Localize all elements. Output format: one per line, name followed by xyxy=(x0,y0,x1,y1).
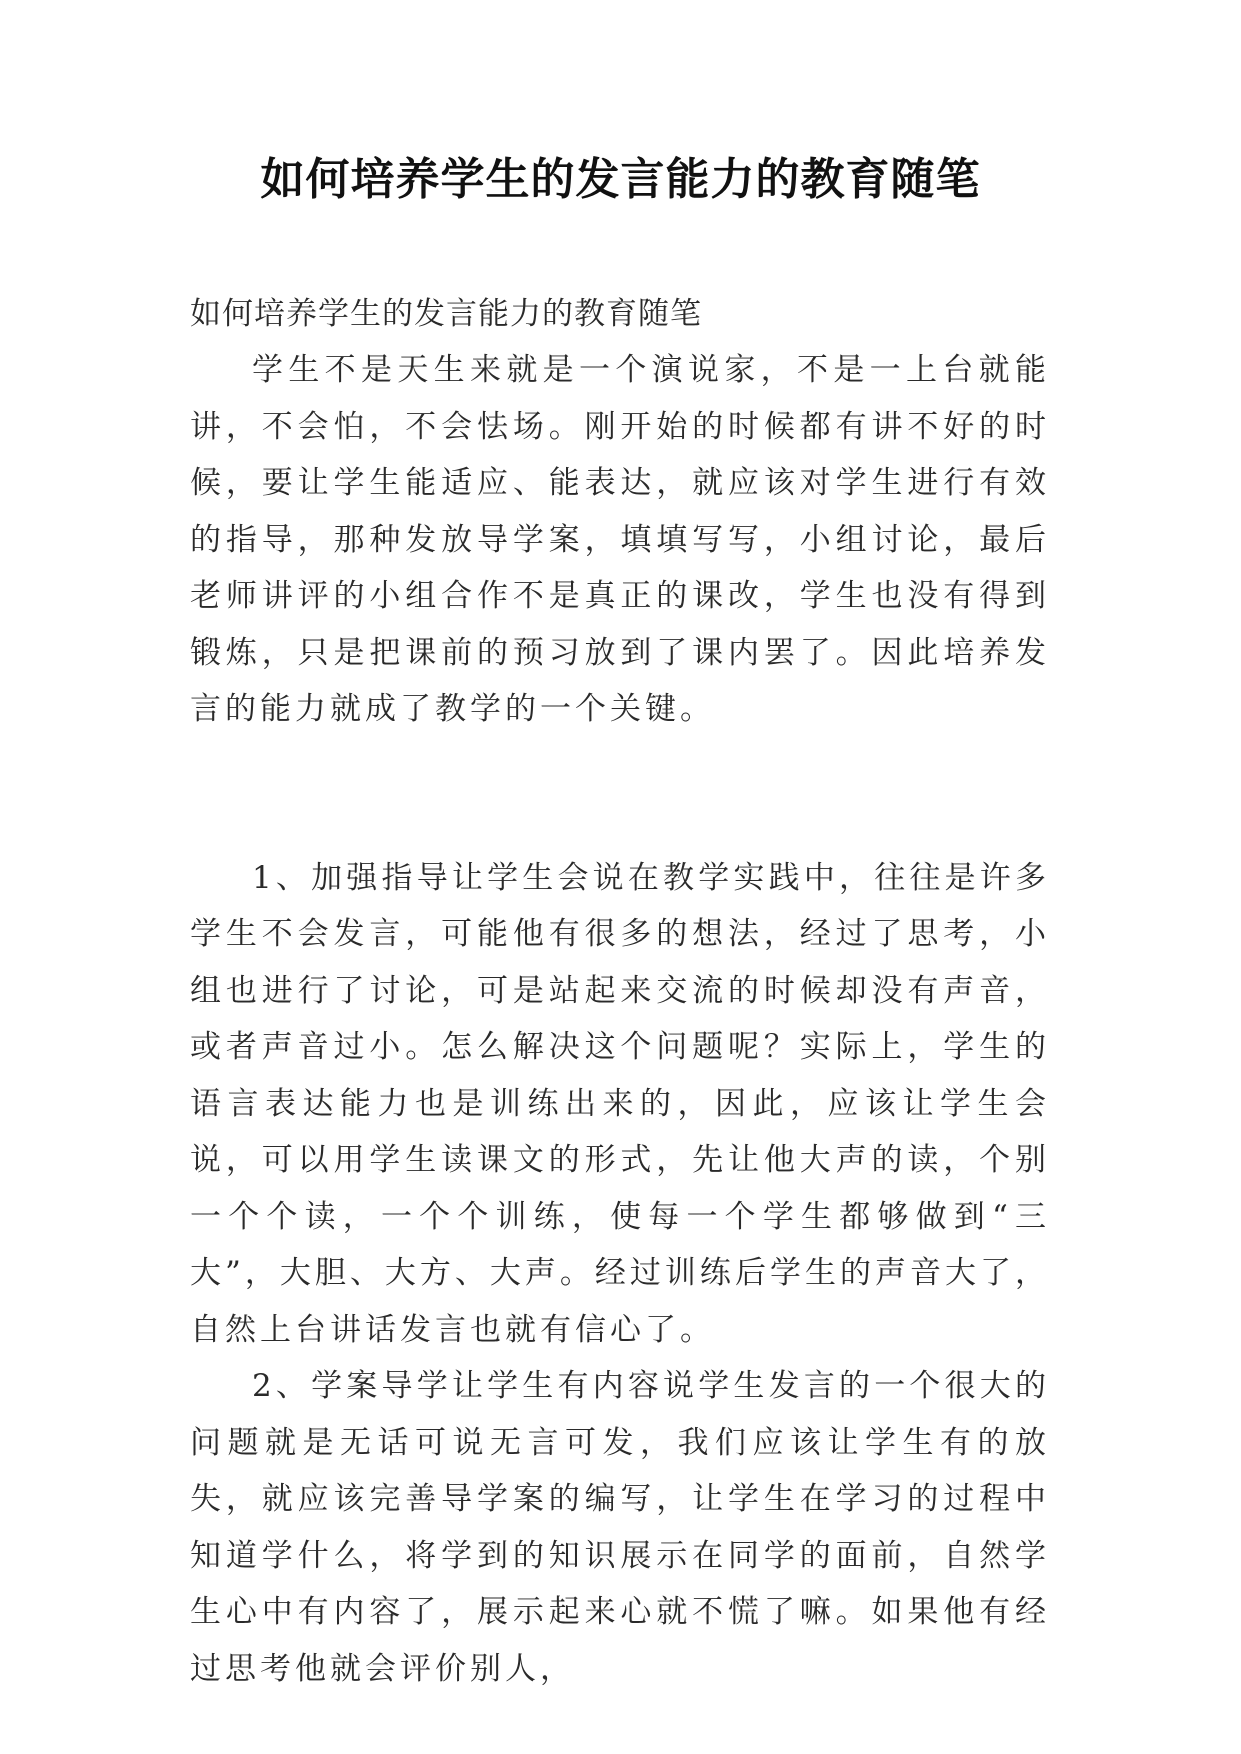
paragraph-gap xyxy=(190,738,1050,850)
document-title: 如何培养学生的发言能力的教育随笔 xyxy=(260,154,981,205)
paragraph-point-1: 1、加强指导让学生会说在教学实践中，往往是许多学生不会发言，可能他有很多的想法，经过了思考，小组也进行了讨论，可是站起来交流的时候却没有声音，或者声音过小。怎么解决这个问题呢？实际上，学生的语言表达能力也是训练出来的，因此，应该让学生会说，可以用学生读课文的形式，先让他大声的读，个别一个个读，一个个训练，使每一个学生都够做到“三大”，大胆、大方、大声。经过训练后学生的声音大了，自然上台讲话发言也就有信心了。 xyxy=(190,859,1050,1348)
paragraph-intro: 学生不是天生来就是一个演说家，不是一上台就能讲，不会怕，不会怯场。刚开始的时候都有讲不好的时候，要让学生能适应、能表达，就应该对学生进行有效的指导，那种发放导学案，填填写写，小组讨论，最后老师讲评的小组合作不是真正的课改，学生也没有得到锻炼，只是把课前的预习放到了课内罢了。因此培养发言的能力就成了教学的一个关键。 xyxy=(190,352,1050,727)
document-body xyxy=(190,286,1050,1697)
paragraph-point-2: 2、学案导学让学生有内容说学生发言的一个很大的问题就是无话可说无言可发，我们应该让学生有的放失，就应该完善导学案的编写，让学生在学习的过程中知道学什么，将学到的知识展示在同学的面前，自然学生心中有内容了，展示起来心就不慌了嘛。如果他有经过思考他就会评价别人， xyxy=(190,1368,1050,1687)
document-subtitle: 如何培养学生的发言能力的教育随笔 xyxy=(190,296,702,332)
